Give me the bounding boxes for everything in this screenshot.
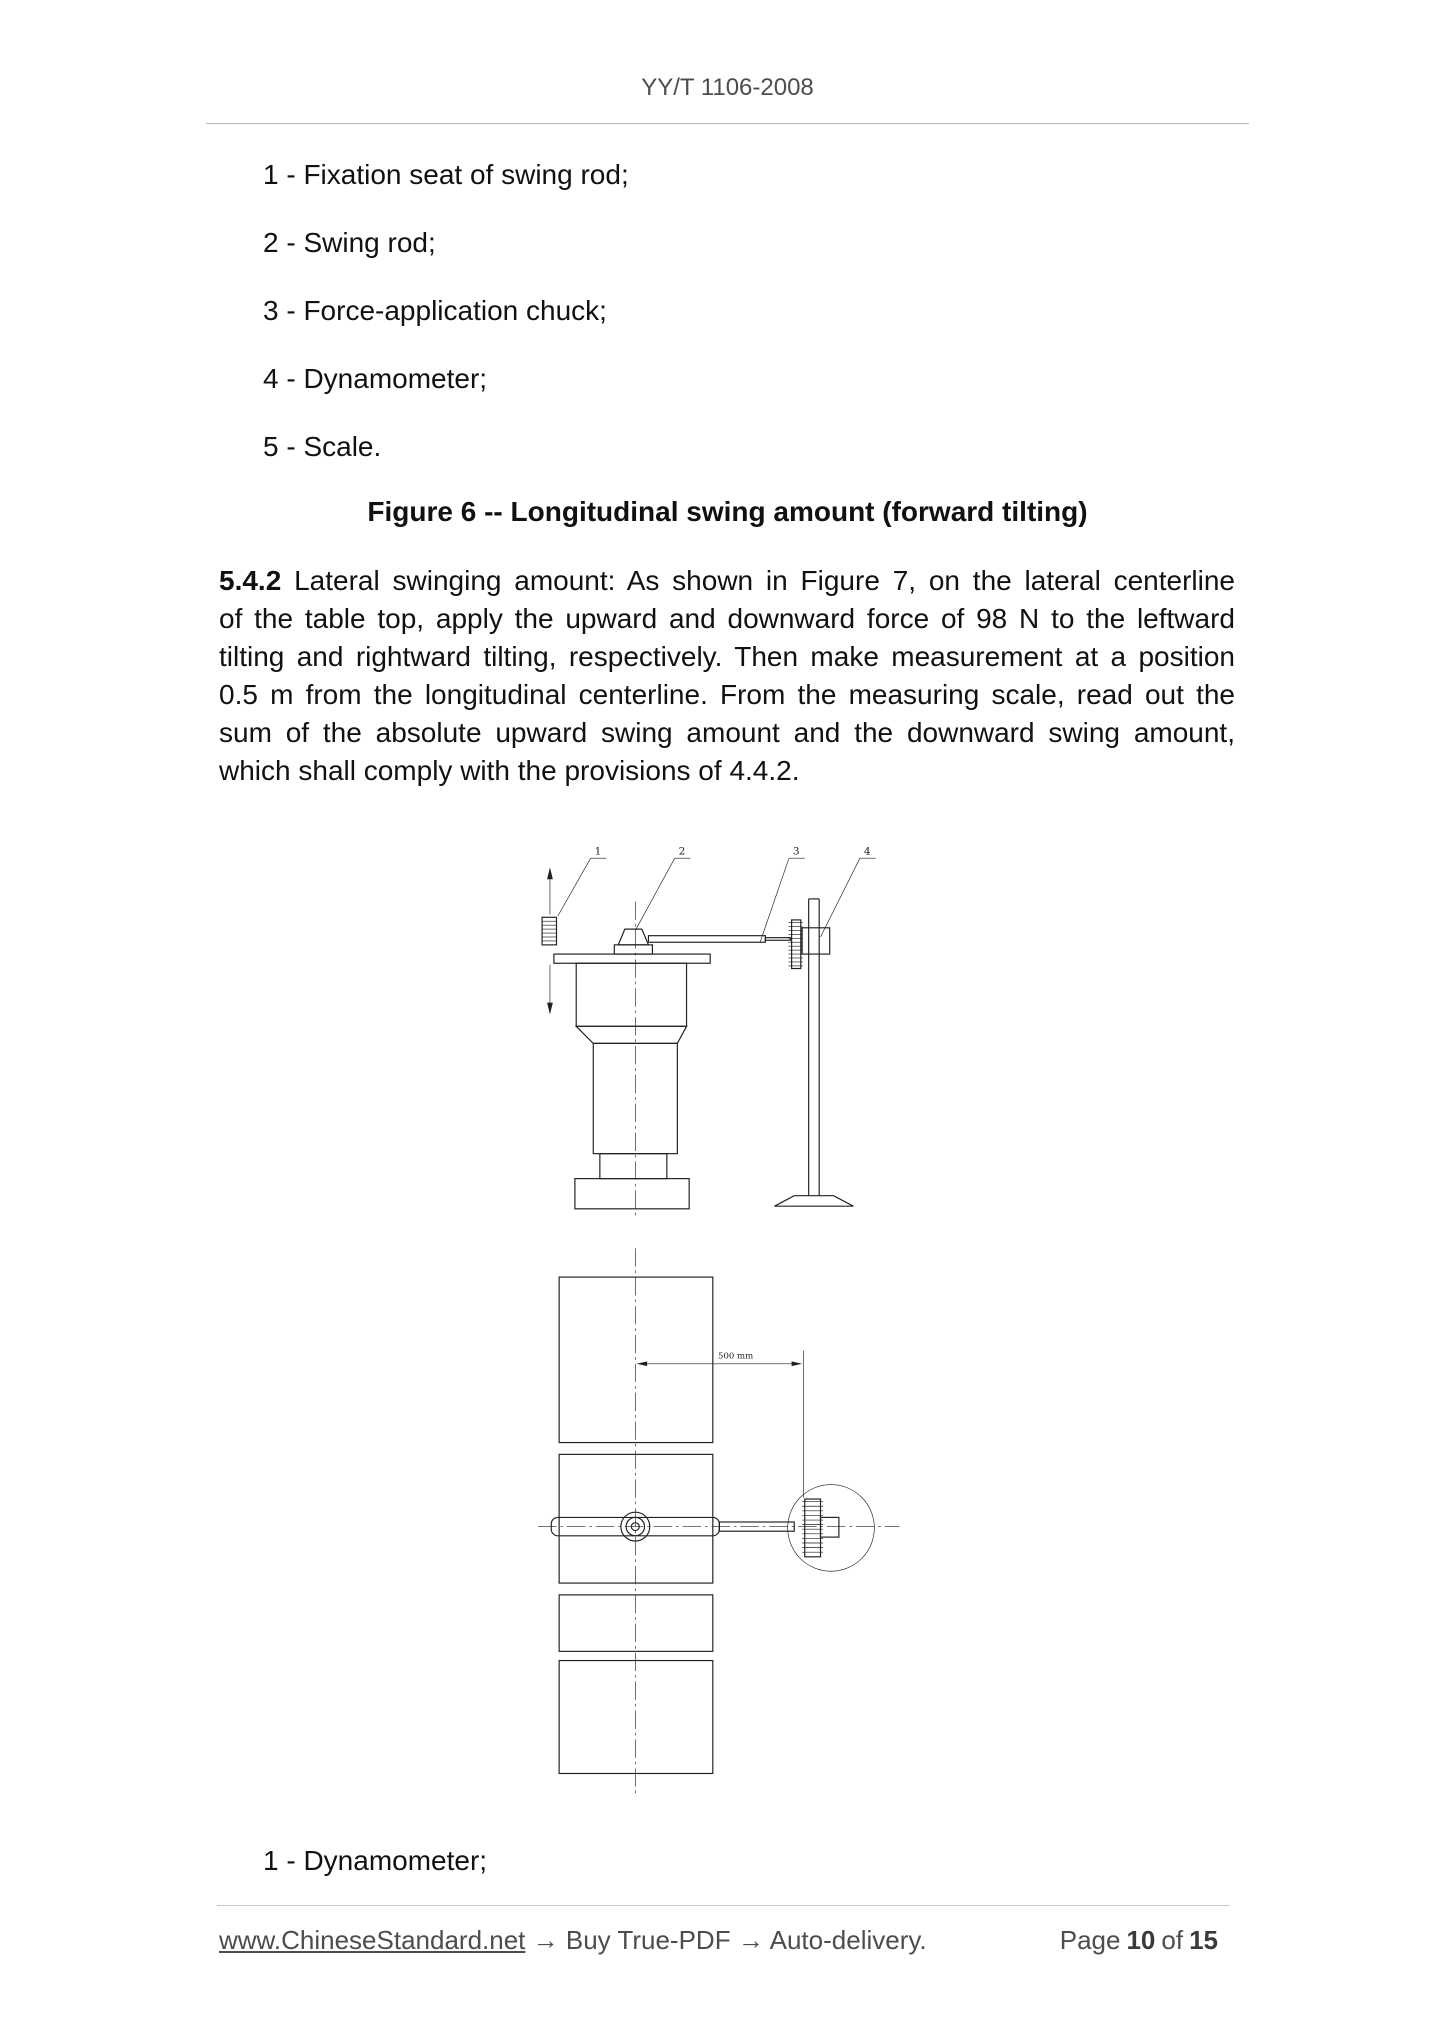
column-base: [575, 1179, 689, 1209]
footer: [219, 1923, 1224, 1957]
table-top-plate: [554, 954, 710, 963]
figure-6-caption: Figure 6 -- Longitudinal swing amount (forward tilting): [367, 496, 1088, 527]
paragraph-line-text: Lateral swinging amount: As shown in Figure 7, on the lateral centerline: [294, 565, 1236, 596]
force-down-arrow-head: [547, 1003, 553, 1015]
page-total: 15: [1189, 1925, 1218, 1955]
force-up-arrow-head: [547, 867, 553, 879]
dimension-arrow-right: [792, 1361, 803, 1366]
column-upper-housing: [576, 963, 686, 1026]
swing-rod-tip: [765, 938, 790, 941]
figure-7-legend: [263, 1827, 487, 1895]
callout-number: 4: [863, 845, 871, 858]
plan-chuck-body: [805, 1499, 821, 1557]
legend-item: 1 - Fixation seat of swing rod;: [263, 159, 629, 190]
callout-4: [821, 845, 876, 937]
paragraph-line: of the table top, apply the upward and downward force of 98 N to the leftward: [219, 603, 1235, 634]
elevation-view: [542, 845, 876, 1218]
table-section-head: [559, 1277, 713, 1442]
plan-stand-clamp: [821, 1517, 839, 1537]
of-label: of: [1161, 1925, 1184, 1955]
fixation-seat-flange: [614, 945, 652, 954]
table-section-back: [559, 1454, 713, 1583]
swing-rod-shaft: [648, 936, 765, 943]
page-indicator: [1060, 1923, 1224, 1957]
force-down-arrow: [547, 965, 553, 1015]
dimension-arrow-left: [637, 1361, 648, 1366]
footer-promo: [219, 1923, 927, 1957]
paragraph-line: [219, 562, 1235, 600]
legend-item: 3 - Force-application chuck;: [263, 295, 607, 326]
detail-circle: [788, 1485, 875, 1572]
table-section-leg: [559, 1661, 713, 1774]
callout-leader: [760, 858, 789, 942]
callout-number: 2: [678, 845, 686, 858]
stand-clamp: [802, 928, 830, 954]
callout-1: [558, 845, 607, 916]
legend-item: 1 - Dynamometer;: [263, 1845, 488, 1876]
arrow-icon: →: [532, 1925, 559, 1955]
stand-base: [775, 1196, 854, 1207]
paragraph-line: sum of the absolute upward swing amount and the downward swing amount,: [219, 717, 1235, 748]
dynamometer-block: [542, 917, 556, 945]
column-neck: [600, 1154, 667, 1179]
callout-leader: [558, 858, 591, 916]
scale-stand: [775, 899, 854, 1206]
legend-item: 2 - Swing rod;: [263, 227, 436, 258]
callout-leader: [635, 858, 674, 930]
swing-rod: [648, 936, 790, 943]
paragraph-line: 0.5 m from the longitudinal centerline. From the measuring scale, read out the: [219, 679, 1235, 710]
legend-item: 5 - Scale.: [263, 431, 382, 462]
chuck-body: [792, 920, 801, 969]
footer-rule: [217, 1905, 1230, 1906]
force-application-chuck: [788, 920, 802, 969]
delivery-text: Auto-delivery.: [769, 1925, 927, 1955]
callout-2: [635, 845, 690, 930]
swing-rod-fixation-seat: [614, 929, 652, 954]
figure-6-legend: [263, 141, 629, 481]
plan-view: [538, 1248, 899, 1797]
column-taper: [576, 1026, 686, 1043]
paragraph-line: which shall comply with the provisions of 4.4.2.: [219, 755, 800, 786]
dimension-500mm: [637, 1351, 804, 1498]
site-link[interactable]: www.ChineseStandard.net: [219, 1925, 526, 1955]
buy-text: Buy True-PDF: [565, 1925, 731, 1955]
table-column: [575, 963, 689, 1209]
paragraph-line: tilting and rightward tilting, respectively. Then make measurement at a position: [219, 641, 1235, 672]
dimension-label: 500 mm: [718, 1351, 754, 1362]
callout-number: 3: [792, 845, 800, 858]
arrow-icon: →: [737, 1925, 764, 1955]
header-rule: [206, 123, 1249, 124]
header-doc-number: YY/T 1106-2008: [641, 74, 814, 101]
clause-5-4-2-paragraph: [219, 562, 1235, 790]
table-section-seat: [559, 1595, 713, 1651]
callout-leader: [821, 858, 860, 937]
clause-number: 5.4.2: [219, 565, 282, 596]
force-up-arrow: [547, 867, 553, 914]
page-current: 10: [1126, 1925, 1156, 1955]
callout-number: 1: [594, 845, 602, 858]
fixation-seat-cone: [618, 929, 648, 945]
page-label: Page: [1059, 1925, 1121, 1955]
figure-7-drawing: [525, 828, 919, 1826]
legend-item: 4 - Dynamometer;: [263, 363, 488, 394]
callout-3: [760, 845, 805, 942]
